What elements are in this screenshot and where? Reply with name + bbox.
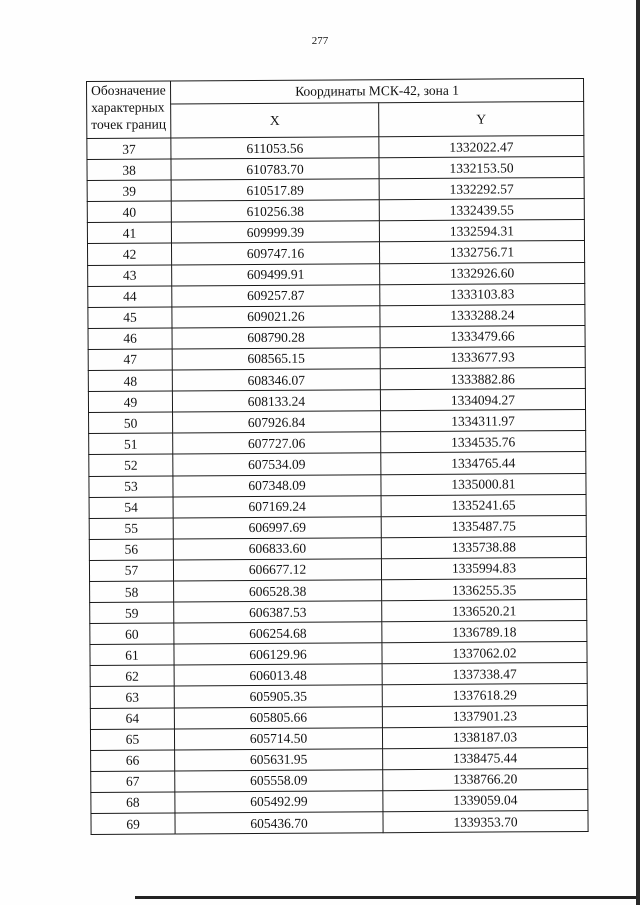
point-id-cell: 42 [87,243,171,265]
x-coordinate-cell: 607169.24 [173,495,381,517]
point-id-cell: 66 [91,750,175,772]
table-row [91,768,588,792]
table-row [87,241,584,265]
x-coordinate-cell: 611053.56 [171,137,379,159]
x-coordinate-cell: 606528.38 [174,580,382,602]
y-coordinate-cell: 1333103.83 [380,283,585,305]
x-column-header: X [171,103,379,138]
x-coordinate-cell: 610783.70 [171,158,379,180]
header-label-line-1: Обозначение [91,82,166,98]
point-designation-header [87,81,171,139]
y-coordinate-cell: 1333288.24 [380,304,585,326]
table-row [90,600,587,624]
table-row [88,346,585,370]
y-coordinate-cell: 1334535.76 [381,431,586,453]
point-id-cell: 52 [89,454,173,476]
table-row [89,410,586,434]
x-coordinate-cell: 607926.84 [173,411,381,433]
point-id-cell: 63 [90,686,174,708]
y-coordinate-cell: 1332022.47 [379,135,584,157]
table-row [90,726,587,750]
y-coordinate-cell: 1332439.55 [379,199,584,221]
table-row [90,642,587,666]
x-coordinate-cell: 609257.87 [172,284,380,306]
y-coordinate-cell: 1332594.31 [379,220,584,242]
coordinates-group-header: Координаты МСК-42, зона 1 [171,78,584,104]
table-row [87,157,584,181]
x-coordinate-cell: 606254.68 [174,622,382,644]
table-body [87,135,588,834]
table-row [87,199,584,223]
table-row [89,452,586,476]
x-coordinate-cell: 608790.28 [172,327,380,349]
x-coordinate-cell: 608565.15 [172,348,380,370]
y-coordinate-cell: 1335000.81 [381,473,586,495]
x-coordinate-cell: 610256.38 [171,200,379,222]
x-coordinate-cell: 607348.09 [173,474,381,496]
y-coordinate-cell: 1339353.70 [383,810,588,832]
point-id-cell: 67 [91,771,175,793]
y-coordinate-cell: 1334094.27 [380,389,585,411]
table-row [90,684,587,708]
table-row [89,431,586,455]
y-coordinate-cell: 1332292.57 [379,178,584,200]
y-coordinate-cell: 1335241.65 [381,494,586,516]
scan-right-edge [636,0,640,905]
x-coordinate-cell: 609747.16 [171,242,379,264]
y-coordinate-cell: 1338187.03 [382,726,587,748]
x-coordinate-cell: 606997.69 [173,516,381,538]
x-coordinate-cell: 605436.70 [175,812,383,834]
x-coordinate-cell: 610517.89 [171,179,379,201]
y-coordinate-cell: 1339059.04 [383,789,588,811]
point-id-cell: 64 [90,708,174,730]
x-coordinate-cell: 606833.60 [173,537,381,559]
table-row [89,494,586,518]
table-row [88,262,585,286]
table-row [87,178,584,202]
y-coordinate-cell: 1337618.29 [382,684,587,706]
y-coordinate-cell: 1336520.21 [382,600,587,622]
table-row [90,705,587,729]
y-coordinate-cell: 1334765.44 [381,452,586,474]
page-number: 277 [311,35,329,47]
y-coordinate-cell: 1333882.86 [380,367,585,389]
table-row [91,810,588,834]
point-id-cell: 60 [90,623,174,645]
header-label-line-3: точек границ [91,116,167,132]
point-id-cell: 62 [90,665,174,687]
y-column-header: Y [379,101,584,136]
y-coordinate-cell: 1332153.50 [379,157,584,179]
x-coordinate-cell: 606129.96 [174,643,382,665]
point-id-cell: 54 [89,497,173,519]
y-coordinate-cell: 1335994.83 [381,557,586,579]
x-coordinate-cell: 606387.53 [174,601,382,623]
point-id-cell: 41 [87,222,171,244]
table-row [90,578,587,602]
scan-bottom-edge [135,896,640,899]
table-row [90,621,587,645]
point-id-cell: 46 [88,328,172,350]
y-coordinate-cell: 1334311.97 [381,410,586,432]
table-row [88,367,585,391]
point-id-cell: 57 [89,560,173,582]
y-coordinate-cell: 1332926.60 [380,262,585,284]
x-coordinate-cell: 605905.35 [174,685,382,707]
x-coordinate-cell: 607534.09 [173,453,381,475]
y-coordinate-cell: 1335738.88 [381,536,586,558]
table-row [89,536,586,560]
y-coordinate-cell: 1338475.44 [383,747,588,769]
table-row [88,389,585,413]
point-id-cell: 40 [87,201,171,223]
coordinates-table [86,78,589,835]
x-coordinate-cell: 605714.50 [174,727,382,749]
x-coordinate-cell: 606013.48 [174,664,382,686]
x-coordinate-cell: 609999.39 [171,221,379,243]
x-coordinate-cell: 605805.66 [174,706,382,728]
y-coordinate-cell: 1337901.23 [382,705,587,727]
y-coordinate-cell: 1338766.20 [383,768,588,790]
x-coordinate-cell: 608346.07 [172,369,380,391]
point-id-cell: 45 [88,307,172,329]
y-coordinate-cell: 1336255.35 [382,578,587,600]
table-row [89,515,586,539]
table-row [88,283,585,307]
point-id-cell: 69 [91,813,175,835]
table-row [91,747,588,771]
y-coordinate-cell: 1336789.18 [382,621,587,643]
table-row [88,304,585,328]
point-id-cell: 61 [90,644,174,666]
table-row [91,789,588,813]
point-id-cell: 56 [89,539,173,561]
x-coordinate-cell: 606677.12 [173,559,381,581]
table-row [89,473,586,497]
point-id-cell: 51 [89,433,173,455]
point-id-cell: 39 [87,180,171,202]
point-id-cell: 37 [87,138,171,160]
x-coordinate-cell: 605558.09 [175,770,383,792]
y-coordinate-cell: 1333677.93 [380,346,585,368]
point-id-cell: 58 [90,581,174,603]
y-coordinate-cell: 1332756.71 [379,241,584,263]
table-row [89,557,586,581]
point-id-cell: 68 [91,792,175,814]
y-coordinate-cell: 1333479.66 [380,325,585,347]
point-id-cell: 43 [88,265,172,287]
y-coordinate-cell: 1337338.47 [382,663,587,685]
y-coordinate-cell: 1337062.02 [382,642,587,664]
point-id-cell: 53 [89,475,173,497]
point-id-cell: 38 [87,159,171,181]
x-coordinate-cell: 609021.26 [172,305,380,327]
point-id-cell: 44 [88,286,172,308]
point-id-cell: 50 [89,412,173,434]
x-coordinate-cell: 608133.24 [172,390,380,412]
table-row [87,220,584,244]
table-row [88,325,585,349]
header-label-line-2: характерных [91,99,165,115]
x-coordinate-cell: 605492.99 [175,791,383,813]
point-id-cell: 49 [88,391,172,413]
table-row [87,135,584,159]
x-coordinate-cell: 605631.95 [175,748,383,770]
table-row [90,663,587,687]
point-id-cell: 47 [88,349,172,371]
x-coordinate-cell: 607727.06 [173,432,381,454]
point-id-cell: 65 [90,729,174,751]
point-id-cell: 55 [89,518,173,540]
x-coordinate-cell: 609499.91 [172,263,380,285]
point-id-cell: 59 [90,602,174,624]
point-id-cell: 48 [88,370,172,392]
y-coordinate-cell: 1335487.75 [381,515,586,537]
